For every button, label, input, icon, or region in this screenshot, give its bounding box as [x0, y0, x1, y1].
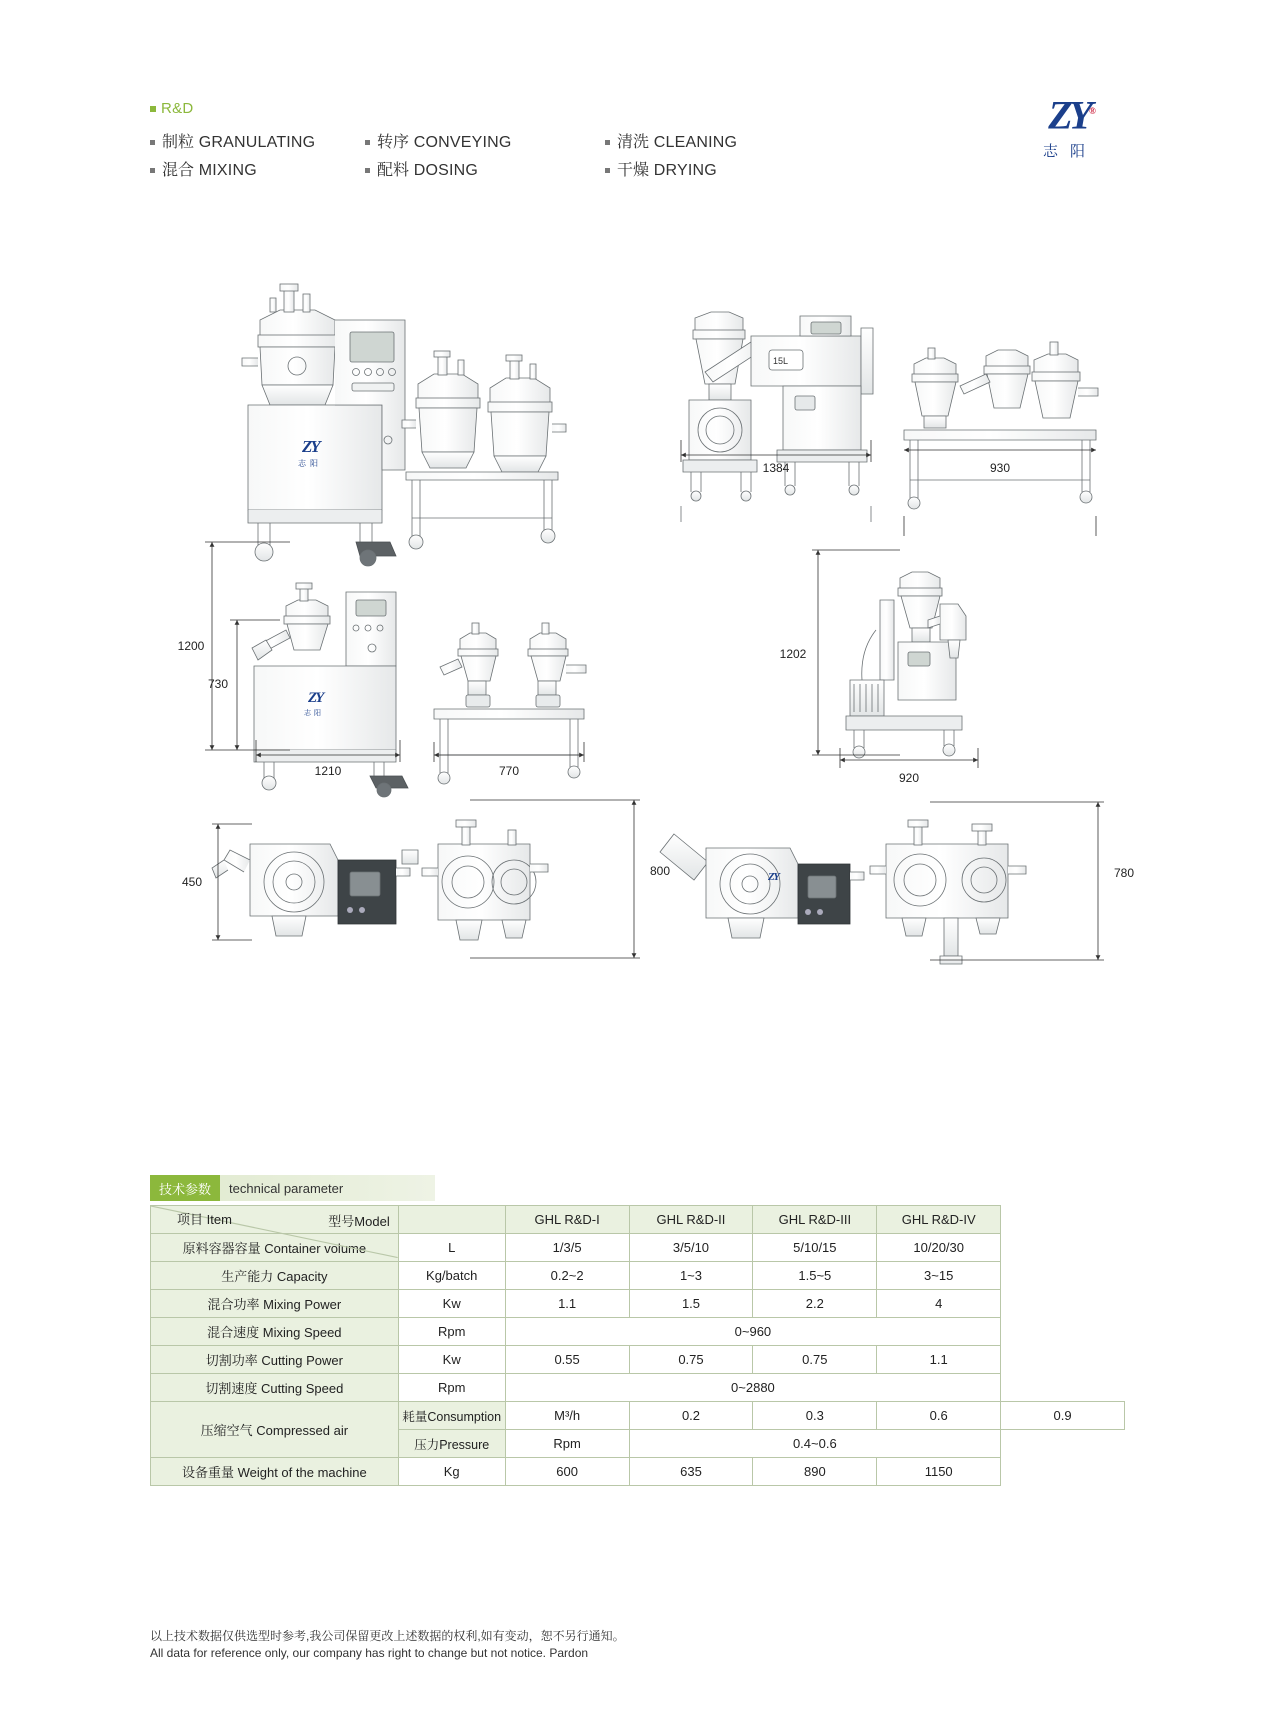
row-sublabel-consumption: 耗量Consumption — [398, 1402, 505, 1430]
category-label-en: CONVEYING — [413, 134, 512, 151]
cell-capacity-2: 1~3 — [629, 1262, 753, 1290]
header-model-1: GHL R&D-I — [505, 1206, 629, 1234]
dim-label-770: 770 — [498, 764, 520, 778]
bullet-icon — [150, 140, 155, 145]
category-mixing — [150, 157, 257, 180]
drawing-1202-view — [846, 572, 966, 758]
category-dosing — [365, 157, 478, 180]
label-15l: 15L — [773, 356, 789, 366]
page-header — [150, 92, 1130, 220]
technical-drawings-svg — [0, 250, 1275, 1080]
row-label-weight: 设备重量 Weight of the machine — [151, 1458, 399, 1486]
drawing-granulator-main — [242, 284, 405, 566]
header-model-3: GHL R&D-III — [753, 1206, 877, 1234]
header-unit-cell — [398, 1206, 505, 1234]
bullet-icon — [605, 140, 610, 145]
category-label-cn: 干燥 — [617, 162, 650, 179]
drawing-780-view — [660, 820, 1026, 964]
category-drying — [605, 157, 717, 180]
cell-container-volume-1: 1/3/5 — [505, 1234, 629, 1262]
cell-container-volume-4: 10/20/30 — [877, 1234, 1001, 1262]
drawing-1384-view — [681, 312, 873, 522]
row-label-compressed-air: 压缩空气 Compressed air — [151, 1402, 399, 1458]
cell-weight-1: 600 — [505, 1458, 629, 1486]
cell-cutting-power-1: 0.55 — [505, 1346, 629, 1374]
header-model-item-cell — [151, 1206, 399, 1234]
bullet-icon — [150, 168, 155, 173]
table-header-row — [151, 1206, 1125, 1234]
category-label-cn: 混合 — [162, 162, 195, 179]
category-label-cn: 清洗 — [617, 134, 650, 151]
svg-text:ZY: ZY — [768, 871, 779, 883]
dim-label-780: 780 — [1113, 866, 1135, 880]
row-sublabel-pressure: 压力Pressure — [398, 1430, 505, 1458]
row-unit-capacity: Kg/batch — [398, 1262, 505, 1290]
drawing-450-view — [212, 820, 548, 940]
cell-container-volume-3: 5/10/15 — [753, 1234, 877, 1262]
product-drawings — [0, 250, 1275, 1080]
dim-label-930: 930 — [989, 461, 1011, 475]
cell-container-volume-2: 3/5/10 — [629, 1234, 753, 1262]
row-unit-cutting-speed: Rpm — [398, 1374, 505, 1402]
category-label-cn: 制粒 — [162, 134, 195, 151]
category-grid — [150, 127, 1130, 197]
footnote-en: All data for reference only, our company has right to change but not notice. Pardon — [150, 1646, 589, 1660]
technical-parameter-table — [150, 1205, 1125, 1486]
svg-text:ZY: ZY — [302, 437, 319, 456]
category-label-cn: 配料 — [377, 162, 410, 179]
bullet-icon — [365, 140, 370, 145]
table-row — [151, 1374, 1125, 1402]
cell-consumption-1: 0.2 — [629, 1402, 753, 1430]
cell-mixing-power-3: 2.2 — [753, 1290, 877, 1318]
cell-weight-3: 890 — [753, 1458, 877, 1486]
category-label-en: MIXING — [198, 162, 257, 179]
row-unit-container-volume: L — [398, 1234, 505, 1262]
cell-weight-2: 635 — [629, 1458, 753, 1486]
company-logo — [1010, 90, 1130, 185]
category-label-en: DOSING — [413, 162, 479, 179]
header-model-label: 型号Model — [328, 1214, 390, 1229]
category-label-en: GRANULATING — [198, 134, 316, 151]
logo-mark-text: ZY — [1048, 92, 1090, 138]
dim-label-1210: 1210 — [314, 764, 342, 778]
svg-text:志阳: 志阳 — [298, 459, 322, 468]
row-label-capacity: 生产能力 Capacity — [151, 1262, 399, 1290]
cell-mixing-power-2: 1.5 — [629, 1290, 753, 1318]
registered-icon: ® — [1089, 106, 1092, 116]
row-unit-mixing-power: Kw — [398, 1290, 505, 1318]
table-row — [151, 1402, 1125, 1430]
logo-company-name: 志阳 — [1042, 144, 1097, 161]
tech-badge-cn: 技术参数 — [150, 1175, 220, 1201]
table-row — [151, 1318, 1125, 1346]
header-model-4: GHL R&D-IV — [877, 1206, 1001, 1234]
bullet-icon — [150, 106, 156, 112]
cell-cutting-speed-span: 0~2880 — [505, 1374, 1000, 1402]
category-granulating — [150, 129, 315, 152]
row-label-cutting-power: 切割功率 Cutting Power — [151, 1346, 399, 1374]
tech-badge-en: technical parameter — [229, 1180, 344, 1196]
dim-label-450: 450 — [181, 875, 203, 889]
bullet-icon — [605, 168, 610, 173]
tech-parameter-header — [150, 1175, 435, 1201]
cell-cutting-power-2: 0.75 — [629, 1346, 753, 1374]
logo-mark — [1010, 90, 1130, 136]
row-unit-cutting-power: Kw — [398, 1346, 505, 1374]
bullet-icon — [365, 168, 370, 173]
rd-label: R&D — [161, 100, 194, 117]
drawing-770-view — [434, 623, 586, 784]
row-label-mixing-power: 混合功率 Mixing Power — [151, 1290, 399, 1318]
header-item-label: 项目 Item — [177, 1212, 232, 1227]
cell-mixing-speed-span: 0~960 — [505, 1318, 1000, 1346]
row-unit-pressure: Rpm — [505, 1430, 629, 1458]
dim-label-800: 800 — [649, 864, 671, 878]
drawing-bowl-trolley — [402, 351, 566, 549]
dim-label-730: 730 — [207, 677, 229, 691]
header-model-2: GHL R&D-II — [629, 1206, 753, 1234]
cell-mixing-power-1: 1.1 — [505, 1290, 629, 1318]
row-label-cutting-speed: 切割速度 Cutting Speed — [151, 1374, 399, 1402]
dim-label-1202: 1202 — [779, 647, 807, 661]
footnote — [150, 1628, 625, 1662]
dim-label-920: 920 — [898, 771, 920, 785]
row-label-mixing-speed: 混合速度 Mixing Speed — [151, 1318, 399, 1346]
cell-consumption-2: 0.3 — [753, 1402, 877, 1430]
cell-cutting-power-3: 0.75 — [753, 1346, 877, 1374]
dim-label-1200: 1200 — [177, 639, 205, 653]
cell-consumption-4: 0.9 — [1001, 1402, 1125, 1430]
footnote-cn: 以上技术数据仅供选型时参考,我公司保留更改上述数据的权利,如有变动，恕不另行通知。 — [150, 1629, 625, 1643]
cell-capacity-1: 0.2~2 — [505, 1262, 629, 1290]
rd-title — [150, 100, 1130, 117]
cell-consumption-3: 0.6 — [877, 1402, 1001, 1430]
svg-text:志阳: 志阳 — [304, 709, 324, 717]
table-row — [151, 1290, 1125, 1318]
cell-weight-4: 1150 — [877, 1458, 1001, 1486]
category-label-cn: 转序 — [377, 134, 410, 151]
table-row — [151, 1262, 1125, 1290]
dimension-770 — [434, 742, 584, 762]
row-unit-weight: Kg — [398, 1458, 505, 1486]
svg-text:ZY: ZY — [308, 690, 323, 706]
cell-cutting-power-4: 1.1 — [877, 1346, 1001, 1374]
table-row — [151, 1346, 1125, 1374]
dim-label-1384: 1384 — [762, 461, 790, 475]
category-label-en: CLEANING — [653, 134, 738, 151]
drawing-930-view — [904, 342, 1098, 536]
row-unit-mixing-speed: Rpm — [398, 1318, 505, 1346]
cell-capacity-4: 3~15 — [877, 1262, 1001, 1290]
row-label-container-volume: 原料容器容量 Container volume — [151, 1234, 399, 1262]
category-label-en: DRYING — [653, 162, 717, 179]
cell-pressure-span: 0.4~0.6 — [629, 1430, 1001, 1458]
category-conveying — [365, 129, 512, 152]
table-row — [151, 1458, 1125, 1486]
cell-mixing-power-4: 4 — [877, 1290, 1001, 1318]
category-cleaning — [605, 129, 737, 152]
cell-capacity-3: 1.5~5 — [753, 1262, 877, 1290]
row-unit-consumption: M³/h — [505, 1402, 629, 1430]
